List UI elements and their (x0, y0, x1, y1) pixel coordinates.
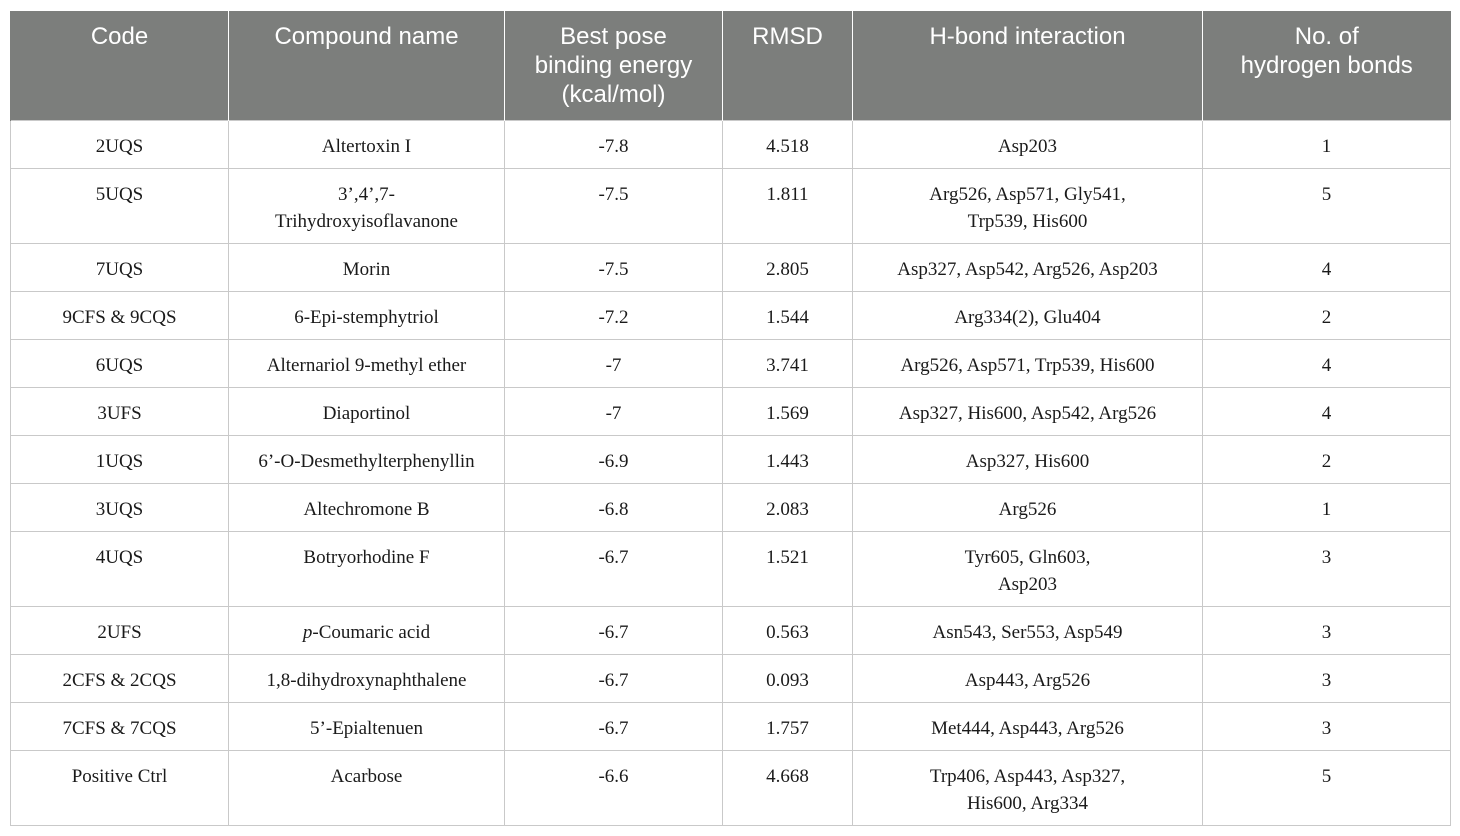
cell-hydrogen-bond-count (1203, 750, 1451, 825)
cell-code-text: 3UFS (97, 402, 142, 424)
cell-binding-energy-text: -7.2 (598, 306, 629, 328)
cell-compound-name (229, 606, 505, 654)
cell-rmsd (723, 483, 853, 531)
cell-hbond-interaction (853, 702, 1203, 750)
cell-rmsd (723, 291, 853, 339)
cell-binding-energy-text: -7 (605, 402, 622, 424)
cell-binding-energy (505, 702, 723, 750)
column-header-binding-energy (505, 11, 723, 120)
cell-hbond-interaction-text: Arg526, Asp571, Gly541, (929, 183, 1126, 205)
table-row (11, 531, 1451, 606)
table-row (11, 243, 1451, 291)
cell-hydrogen-bond-count (1203, 606, 1451, 654)
cell-binding-energy-text: -6.7 (598, 546, 629, 568)
column-header-text: hydrogen bonds (1240, 52, 1413, 79)
cell-hydrogen-bond-count-text: 3 (1321, 621, 1332, 643)
cell-rmsd-text: 1.521 (766, 546, 809, 568)
compound-name-line (237, 667, 496, 694)
cell-binding-energy (505, 654, 723, 702)
table-row (11, 387, 1451, 435)
compound-name-text: Diaportinol (322, 402, 411, 424)
cell-hydrogen-bond-count-text: 3 (1321, 669, 1332, 691)
cell-code (11, 531, 229, 606)
cell-binding-energy-text: -7.5 (598, 183, 629, 205)
column-header-hbond-interaction (853, 11, 1203, 120)
cell-hbond-interaction (853, 120, 1203, 168)
docking-results-table-wrapper (10, 11, 1450, 826)
cell-hbond-interaction-text: Arg526, Asp571, Trp539, His600 (900, 354, 1155, 376)
table-body (11, 120, 1451, 825)
column-header-text: H-bond interaction (929, 23, 1126, 50)
cell-binding-energy-text: -6.7 (598, 621, 629, 643)
cell-code (11, 291, 229, 339)
cell-hbond-interaction (853, 654, 1203, 702)
cell-hydrogen-bond-count (1203, 435, 1451, 483)
compound-name-text: 6’-O-Desmethylterphenyllin (258, 450, 475, 472)
cell-code-text: 4UQS (95, 546, 144, 568)
cell-code-text: 3UQS (95, 498, 144, 520)
cell-hydrogen-bond-count-text: 4 (1321, 258, 1332, 280)
table-row (11, 702, 1451, 750)
cell-hbond-interaction (853, 531, 1203, 606)
table-row (11, 654, 1451, 702)
cell-hbond-interaction-text: Asp327, His600 (965, 450, 1090, 472)
compound-name-line (237, 256, 496, 283)
table-row (11, 606, 1451, 654)
column-header-text: (kcal/mol) (561, 81, 666, 108)
cell-rmsd (723, 120, 853, 168)
cell-rmsd (723, 435, 853, 483)
cell-rmsd-text: 4.518 (766, 135, 809, 157)
cell-code (11, 120, 229, 168)
cell-hbond-interaction-text: Tyr605, Gln603, (964, 546, 1091, 568)
cell-hydrogen-bond-count-text: 1 (1321, 498, 1332, 520)
cell-hydrogen-bond-count (1203, 243, 1451, 291)
compound-name-line (237, 133, 496, 160)
cell-binding-energy-text: -6.6 (598, 765, 629, 787)
cell-rmsd-text: 0.563 (766, 621, 809, 643)
cell-binding-energy-text: -7 (605, 354, 622, 376)
cell-code-text: 1UQS (95, 450, 144, 472)
compound-name-text: Alternariol 9-methyl ether (266, 354, 467, 376)
cell-hbond-interaction-text: Asp327, His600, Asp542, Arg526 (898, 402, 1157, 424)
compound-name-line (237, 763, 496, 790)
cell-hydrogen-bond-count-text: 3 (1321, 717, 1332, 739)
column-header-text: No. of (1294, 23, 1359, 50)
cell-compound-name (229, 291, 505, 339)
compound-name-line (237, 181, 496, 208)
cell-binding-energy-text: -7.8 (598, 135, 629, 157)
column-header-rmsd (723, 11, 853, 120)
table-row (11, 435, 1451, 483)
cell-code-text: 5UQS (95, 183, 144, 205)
cell-rmsd-text: 1.811 (766, 183, 809, 205)
cell-hydrogen-bond-count (1203, 387, 1451, 435)
cell-hydrogen-bond-count-text: 4 (1321, 402, 1332, 424)
cell-rmsd-text: 1.443 (766, 450, 809, 472)
cell-binding-energy (505, 339, 723, 387)
cell-compound-name (229, 483, 505, 531)
cell-binding-energy (505, 483, 723, 531)
cell-hbond-interaction-text: Asp203 (997, 135, 1058, 157)
cell-hydrogen-bond-count-text: 1 (1321, 135, 1332, 157)
cell-code-text: 7CFS & 7CQS (62, 717, 177, 739)
cell-hbond-interaction (853, 483, 1203, 531)
cell-hydrogen-bond-count-text: 5 (1321, 183, 1332, 205)
cell-hbond-interaction (853, 291, 1203, 339)
cell-hbond-interaction (853, 243, 1203, 291)
column-header-text: Best pose (560, 23, 667, 50)
cell-code (11, 168, 229, 243)
cell-hydrogen-bond-count-text: 5 (1321, 765, 1332, 787)
cell-hbond-interaction-text: Asp203 (997, 573, 1058, 595)
cell-hbond-interaction-text: Asn543, Ser553, Asp549 (932, 621, 1123, 643)
cell-binding-energy-text: -7.5 (598, 258, 629, 280)
docking-results-table (10, 11, 1451, 826)
compound-name-text: 1,8-dihydroxynaphthalene (266, 669, 467, 691)
cell-hbond-interaction (853, 168, 1203, 243)
cell-binding-energy (505, 531, 723, 606)
cell-rmsd-text: 1.544 (766, 306, 809, 328)
cell-code (11, 387, 229, 435)
cell-compound-name (229, 243, 505, 291)
cell-rmsd (723, 750, 853, 825)
cell-rmsd (723, 531, 853, 606)
cell-binding-energy (505, 120, 723, 168)
compound-name-line (237, 544, 496, 571)
cell-compound-name (229, 387, 505, 435)
cell-code-text: 6UQS (95, 354, 144, 376)
cell-hbond-interaction-text: Met444, Asp443, Arg526 (931, 717, 1124, 739)
cell-code-text: Positive Ctrl (71, 765, 168, 787)
compound-name-line (237, 352, 496, 379)
column-header-code (11, 11, 229, 120)
cell-hydrogen-bond-count (1203, 120, 1451, 168)
compound-name-line (237, 496, 496, 523)
cell-code-text: 2CFS & 2CQS (62, 669, 177, 691)
compound-name-text: Trihydroxyisoflavanone (275, 210, 458, 232)
column-header-text: Compound name (274, 23, 459, 50)
cell-binding-energy (505, 168, 723, 243)
cell-binding-energy-text: -6.8 (598, 498, 629, 520)
compound-name-line (237, 304, 496, 331)
compound-name-text: -Coumaric acid (312, 621, 431, 643)
cell-code (11, 606, 229, 654)
cell-rmsd (723, 702, 853, 750)
cell-compound-name (229, 531, 505, 606)
table-row (11, 339, 1451, 387)
cell-hydrogen-bond-count-text: 2 (1321, 450, 1332, 472)
compound-name-text: 5’-Epialtenuen (310, 717, 423, 739)
cell-hbond-interaction-text: Trp406, Asp443, Asp327, (929, 765, 1126, 787)
header-row (11, 11, 1451, 120)
cell-binding-energy-text: -6.7 (598, 717, 629, 739)
cell-rmsd-text: 1.757 (766, 717, 809, 739)
compound-name-text: Altechromone B (303, 498, 430, 520)
cell-code (11, 483, 229, 531)
cell-hbond-interaction-text: Trp539, His600 (967, 210, 1088, 232)
cell-hydrogen-bond-count (1203, 291, 1451, 339)
cell-hbond-interaction (853, 435, 1203, 483)
compound-name-text: Altertoxin I (321, 135, 412, 157)
cell-compound-name (229, 168, 505, 243)
column-header-text: Code (90, 23, 149, 50)
compound-name-text: Botryorhodine F (303, 546, 430, 568)
cell-binding-energy (505, 435, 723, 483)
cell-hydrogen-bond-count (1203, 702, 1451, 750)
cell-binding-energy-text: -6.7 (598, 669, 629, 691)
cell-hbond-interaction-text: Asp443, Arg526 (964, 669, 1091, 691)
cell-binding-energy (505, 387, 723, 435)
cell-code-text: 9CFS & 9CQS (62, 306, 177, 328)
cell-hydrogen-bond-count (1203, 483, 1451, 531)
cell-compound-name (229, 750, 505, 825)
cell-rmsd (723, 243, 853, 291)
cell-rmsd-text: 4.668 (766, 765, 809, 787)
cell-binding-energy (505, 750, 723, 825)
cell-hydrogen-bond-count-text: 2 (1321, 306, 1332, 328)
compound-name-line (237, 715, 496, 742)
cell-binding-energy-text: -6.9 (598, 450, 629, 472)
cell-code (11, 702, 229, 750)
column-header-text: RMSD (752, 23, 823, 50)
cell-rmsd (723, 606, 853, 654)
cell-compound-name (229, 702, 505, 750)
cell-rmsd-text: 1.569 (766, 402, 809, 424)
table-row (11, 483, 1451, 531)
cell-hydrogen-bond-count (1203, 168, 1451, 243)
cell-code-text: 7UQS (95, 258, 144, 280)
compound-name-line (237, 619, 496, 646)
cell-hydrogen-bond-count (1203, 339, 1451, 387)
cell-rmsd-text: 3.741 (766, 354, 809, 376)
cell-hbond-interaction-text: Arg526 (998, 498, 1057, 520)
cell-rmsd-text: 2.805 (766, 258, 809, 280)
table-row (11, 168, 1451, 243)
table-row (11, 120, 1451, 168)
cell-hbond-interaction (853, 606, 1203, 654)
cell-code (11, 339, 229, 387)
cell-hbond-interaction-text: Asp327, Asp542, Arg526, Asp203 (897, 258, 1158, 280)
cell-rmsd-text: 2.083 (766, 498, 809, 520)
cell-compound-name (229, 435, 505, 483)
cell-binding-energy (505, 291, 723, 339)
cell-binding-energy (505, 243, 723, 291)
cell-binding-energy (505, 606, 723, 654)
cell-code-text: 2UFS (97, 621, 142, 643)
cell-hydrogen-bond-count-text: 3 (1321, 546, 1332, 568)
compound-name-prefix: p (302, 621, 313, 643)
cell-code (11, 654, 229, 702)
compound-name-line (237, 400, 496, 427)
cell-hbond-interaction-text: His600, Arg334 (966, 792, 1089, 814)
cell-code (11, 750, 229, 825)
cell-rmsd (723, 168, 853, 243)
cell-hydrogen-bond-count (1203, 531, 1451, 606)
compound-name-text: Acarbose (330, 765, 403, 787)
cell-hbond-interaction (853, 750, 1203, 825)
cell-hydrogen-bond-count-text: 4 (1321, 354, 1332, 376)
cell-compound-name (229, 654, 505, 702)
compound-name-text: Morin (342, 258, 391, 280)
cell-hbond-interaction-text: Arg334(2), Glu404 (954, 306, 1101, 328)
cell-compound-name (229, 339, 505, 387)
column-header-hydrogen-bond-count (1203, 11, 1451, 120)
compound-name-text: 6-Epi-stemphytriol (294, 306, 439, 328)
cell-rmsd-text: 0.093 (766, 669, 809, 691)
cell-code (11, 435, 229, 483)
cell-code (11, 243, 229, 291)
cell-rmsd (723, 387, 853, 435)
compound-name-line (237, 448, 496, 475)
cell-compound-name (229, 120, 505, 168)
cell-hydrogen-bond-count (1203, 654, 1451, 702)
cell-rmsd (723, 654, 853, 702)
cell-hbond-interaction (853, 387, 1203, 435)
column-header-text: binding energy (534, 52, 693, 79)
table-row (11, 750, 1451, 825)
table-row (11, 291, 1451, 339)
compound-name-text: 3’,4’,7- (338, 183, 395, 205)
column-header-compound-name (229, 11, 505, 120)
cell-hbond-interaction (853, 339, 1203, 387)
table-header (11, 11, 1451, 120)
cell-rmsd (723, 339, 853, 387)
cell-code-text: 2UQS (95, 135, 144, 157)
